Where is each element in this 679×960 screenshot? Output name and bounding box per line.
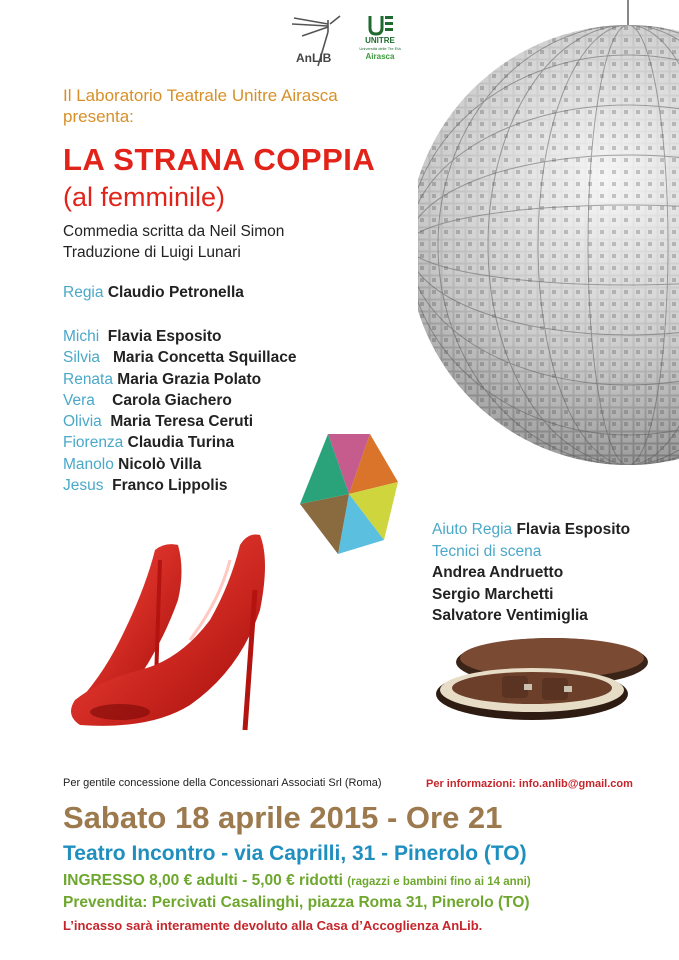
- assistant-director-row: [432, 519, 630, 541]
- intro-line-2: presenta:: [63, 107, 134, 126]
- cast-role: Manolo: [63, 455, 114, 473]
- cast-role: Silvia: [63, 349, 101, 367]
- tech-crew-label: Tecnici di scena: [432, 542, 542, 560]
- play-credits: [63, 221, 284, 263]
- cast-row: [63, 390, 296, 411]
- cast-row: [63, 326, 296, 347]
- cast-role: Michi: [63, 328, 100, 345]
- director-credit: [63, 284, 244, 302]
- event-date: Sabato 18 aprile 2015 - Ore 21: [63, 800, 503, 835]
- tech-crew-name: Salvatore Ventimiglia: [432, 607, 588, 624]
- cast-actor: Claudia Turina: [127, 434, 235, 452]
- cast-actor: Maria Teresa Ceruti: [110, 413, 254, 431]
- cast-role: Olivia: [63, 413, 102, 431]
- sandals-image: [432, 624, 652, 734]
- cast-role: Renata: [63, 370, 113, 388]
- disco-ball-image: [418, 0, 679, 490]
- anlib-logo-text: AnLIB: [296, 51, 332, 65]
- unitre-logo-city: Airasca: [365, 52, 395, 61]
- color-hexagon-icon: [298, 432, 400, 556]
- crew-list: [432, 519, 630, 627]
- event-donation-note: L’incasso sarà interamente devoluto alla Casa d’Accoglienza AnLib.: [63, 918, 483, 933]
- cast-actor: Carola Giachero: [112, 391, 232, 409]
- cast-role: Vera: [63, 391, 95, 409]
- event-venue: Teatro Incontro - via Caprilli, 31 - Pinerolo (TO): [63, 842, 527, 865]
- event-price: [63, 872, 531, 890]
- play-subtitle: (al femminile): [63, 182, 226, 212]
- cast-actor: Maria Grazia Polato: [117, 370, 262, 388]
- cast-row: [63, 369, 296, 390]
- cast-actor: Nicolò Villa: [118, 455, 202, 473]
- disco-ball-icon: [418, 0, 679, 490]
- cast-actor: Franco Lippolis: [112, 477, 228, 495]
- cast-row: [63, 475, 296, 496]
- director-label: Regia: [63, 284, 104, 301]
- author-credit: Commedia scritta da Neil Simon: [63, 223, 285, 240]
- unitre-logo-icon: [356, 14, 404, 36]
- intro-line-1: Il Laboratorio Teatrale Unitre Airasca: [63, 86, 338, 105]
- intro-text: [63, 85, 338, 127]
- color-hexagon-image: [298, 432, 400, 556]
- price-note: (ragazzi e bambini fino ai 14 anni): [347, 876, 531, 888]
- info-contact: Per informazioni: info.anlib@gmail.com: [426, 778, 633, 790]
- unitre-logo-subtitle: Università delle Tre Età: [359, 46, 401, 51]
- courtesy-note: Per gentile concessione della Concessionari Associati Srl (Roma): [63, 777, 382, 789]
- sandals-icon: [432, 624, 652, 734]
- red-heels-icon: [60, 530, 275, 745]
- play-title: LA STRANA COPPIA: [63, 142, 376, 177]
- red-heels-image: [60, 530, 275, 745]
- cast-row: [63, 411, 296, 432]
- director-name: Claudio Petronella: [107, 284, 244, 301]
- tech-crew-name: Andrea Andruetto: [432, 564, 564, 581]
- cast-actor: Flavia Esposito: [107, 328, 222, 345]
- cast-list: [63, 326, 296, 496]
- cast-row: [63, 432, 296, 453]
- unitre-logo-title: UNITRE: [365, 36, 395, 45]
- translation-credit: Traduzione di Luigi Lunari: [63, 244, 241, 261]
- tech-crew-name: Sergio Marchetti: [432, 585, 554, 603]
- cast-role: Jesus: [63, 477, 104, 495]
- cast-role: Fiorenza: [63, 434, 124, 452]
- assistant-director-label: Aiuto Regia: [432, 521, 513, 538]
- event-presale: Prevendita: Percivati Casalinghi, piazza Roma 31, Pinerolo (TO): [63, 894, 530, 911]
- unitre-logo: [356, 14, 404, 66]
- cast-actor: Maria Concetta Squillace: [112, 349, 297, 367]
- cast-row: [63, 454, 296, 475]
- assistant-director-name: Flavia Esposito: [516, 521, 631, 538]
- anlib-logo: [288, 10, 342, 70]
- cast-row: [63, 347, 296, 368]
- price-text: INGRESSO 8,00 € adulti - 5,00 € ridotti: [63, 872, 343, 889]
